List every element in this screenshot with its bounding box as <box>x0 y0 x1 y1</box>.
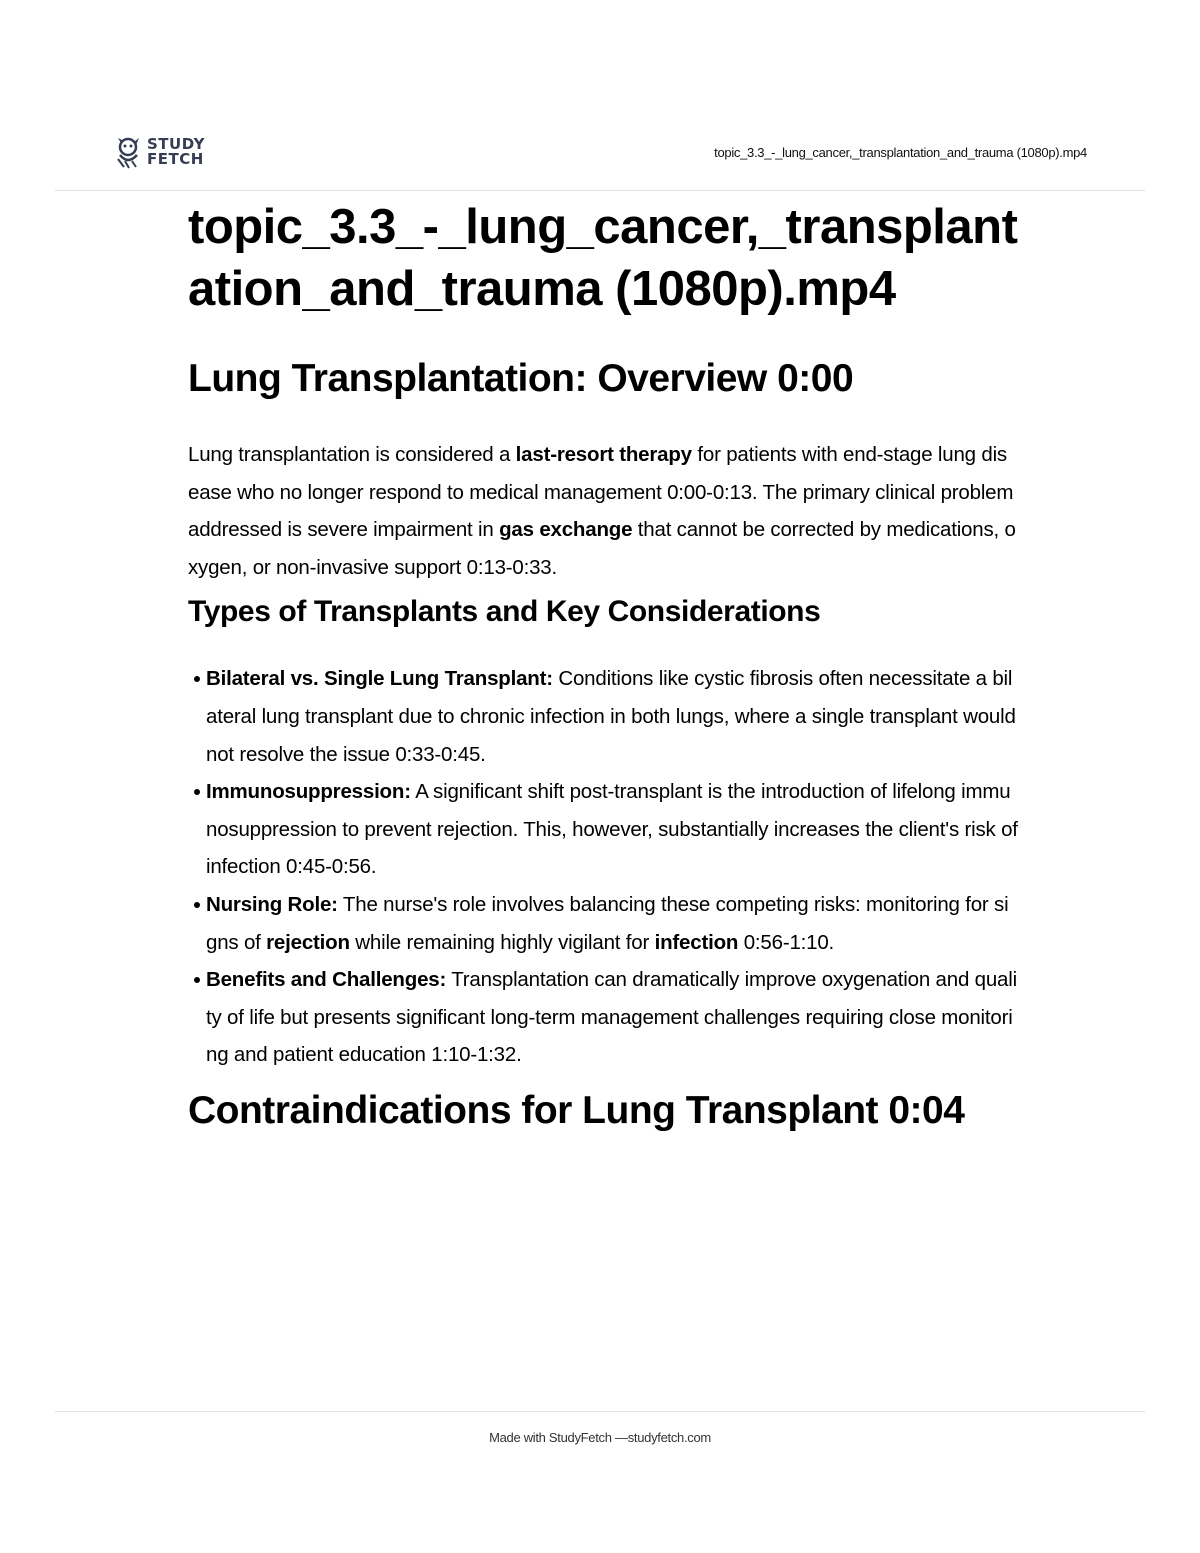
para-bold-gas-exchange: gas exchange <box>499 518 633 542</box>
header-file-name: topic_3.3_-_lung_cancer,_transplantation_and_trauma (1080p).mp4 <box>714 145 1087 160</box>
overview-paragraph <box>188 436 1018 586</box>
footer-divider <box>55 1411 1145 1412</box>
document-body <box>188 196 1018 1136</box>
footer-credit: Made with StudyFetch —studyfetch.com <box>489 1430 711 1445</box>
list-item <box>206 961 1018 1074</box>
logo-wordmark <box>147 137 205 167</box>
list-item-text: A significant shift post-transplant is the introduction of lifelong immunosuppression to prevent rejection. This, however, substantially increases the client's risk of infection 0:45-0:56. <box>206 780 1018 879</box>
list-item-label: Benefits and Challenges: <box>206 968 447 992</box>
para-text-2: for patients with end-stage lung disease who no longer respond to medical management 0:00-0:13. The primary clinical problem addressed is severe impairment in <box>188 443 1014 542</box>
section-heading-contraindications: Contraindications for Lung Transplant 0:04 <box>188 1088 965 1132</box>
list-item-text: while remaining highly vigilant for <box>349 930 655 954</box>
list-item-text: Conditions like cystic fibrosis often necessitate a bilateral lung transplant due to chronic infection in both lungs, where a single transplant would not resolve the issue 0:33-0:45. <box>206 667 1016 766</box>
logo-line-fetch: FETCH <box>147 150 204 168</box>
subsection-heading-types: Types of Transplants and Key Considerations <box>188 595 821 629</box>
list-item-label: Immunosuppression: <box>206 780 411 804</box>
list-item <box>206 773 1018 886</box>
list-item-text: Transplantation can dramatically improve oxygenation and quality of life but presents significant long-term management challenges requiring close monitoring and patient education 1:10-1:32. <box>206 968 1017 1067</box>
list-item-label: Bilateral vs. Single Lung Transplant: <box>206 667 553 691</box>
para-bold-last-resort: last-resort therapy <box>515 443 692 466</box>
list-item <box>206 660 1018 773</box>
list-item <box>206 886 1018 961</box>
para-text-1: Lung transplantation is considered a <box>188 443 516 466</box>
para-text-3: that cannot be corrected by medications, oxygen, or non-invasive support 0:13-0:33. <box>188 518 1016 579</box>
document-title: topic_3.3_-_lung_cancer,_transplantation_and_trauma (1080p).mp4 <box>188 200 1018 316</box>
studyfetch-logo <box>115 135 205 169</box>
list-item-text: 0:56-1:10. <box>738 930 835 954</box>
list-item-bold-rejection: rejection <box>266 930 350 954</box>
list-item-bold-infection: infection <box>654 930 739 954</box>
page-header <box>55 128 1145 191</box>
list-item-text: The nurse's role involves balancing these competing risks: monitoring for signs of <box>206 892 1009 954</box>
logo-line-study: STUDY <box>147 135 205 153</box>
section-heading-overview: Lung Transplantation: Overview 0:00 <box>188 357 854 400</box>
considerations-list <box>188 660 1018 1074</box>
studyfetch-dog-logo-icon <box>115 135 143 169</box>
list-item-label: Nursing Role: <box>206 892 338 916</box>
